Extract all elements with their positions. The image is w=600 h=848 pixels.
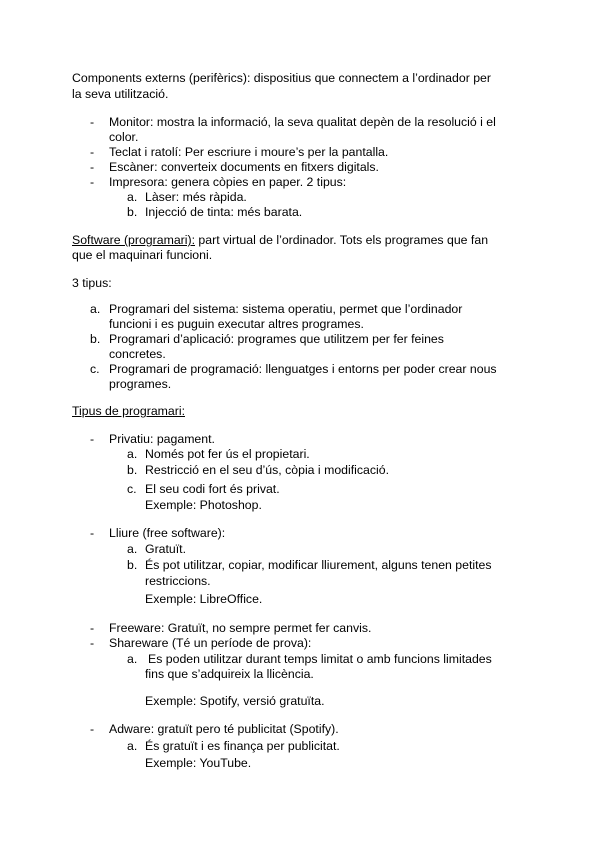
intro-line-2: la seva utilització. — [72, 87, 169, 101]
list-item-keyboard: Teclat i ratolí: Per escriure i moure’s per la pantalla. — [109, 145, 389, 159]
sublist-marker: a. — [127, 190, 138, 204]
list-item-programming-software-cont: programes. — [109, 377, 172, 391]
sublist-item-cont: fins que s’adquireix la llicència. — [145, 667, 314, 681]
list-item-application-software: Programari d’aplicació: programes que utilitzem per fer feines — [109, 332, 444, 346]
example-libreoffice: Exemple: LibreOffice. — [145, 592, 263, 606]
sublist-item-inkjet: Injecció de tinta: més barata. — [145, 205, 303, 219]
sublist-item: El seu codi fort és privat. — [145, 482, 280, 496]
list-marker: - — [90, 526, 95, 540]
sublist-item: Restricció en el seu d’ús, còpia i modificació. — [145, 463, 389, 477]
sublist-item: És gratuït i es finança per publicitat. — [145, 739, 340, 753]
list-item-application-software-cont: concretes. — [109, 347, 166, 361]
list-item-shareware: Shareware (Té un període de prova): — [109, 636, 312, 650]
list-marker: - — [90, 621, 95, 635]
list-marker: - — [90, 145, 95, 159]
list-marker: - — [90, 160, 95, 174]
sublist-item-cont: restriccions. — [145, 574, 211, 588]
list-item-monitor-cont: color. — [109, 130, 139, 144]
list-item-lliure: Lliure (free software): — [109, 526, 226, 540]
software-heading: Software (programari): — [72, 233, 196, 247]
intro-line-1: Components externs (perifèrics): dispositius que connectem a l’ordinador per — [72, 71, 491, 85]
software-definition: part virtual de l’ordinador. Tots els programes que fan — [195, 233, 489, 247]
sublist-item: Gratuït. — [145, 542, 187, 556]
sublist-item: És pot utilitzar, copiar, modificar lliurement, alguns tenen petites — [145, 558, 492, 572]
list-marker: - — [90, 636, 95, 650]
list-item-printer: Impresora: genera còpies en paper. 2 tipus: — [109, 175, 347, 189]
example-youtube: Exemple: YouTube. — [145, 756, 252, 770]
list-item-scanner: Escàner: converteix documents en fitxers digitals. — [109, 160, 379, 174]
sublist-item: Es poden utilitzar durant temps limitat o amb funcions limitades — [148, 652, 492, 666]
list-marker: a. — [90, 302, 101, 316]
list-item-system-software-cont: funcioni i es puguin executar altres programes. — [109, 317, 364, 331]
list-item-adware: Adware: gratuït pero té publicitat (Spotify). — [109, 722, 339, 736]
software-line-1 — [72, 233, 488, 248]
list-marker: - — [90, 115, 95, 129]
sublist-marker: b. — [127, 558, 138, 572]
list-item-system-software: Programari del sistema: sistema operatiu, permet que l’ordinador — [109, 302, 463, 316]
sublist-item-laser: Làser: més ràpida. — [145, 190, 247, 204]
sublist-marker: b. — [127, 205, 138, 219]
list-item-programming-software: Programari de programació: llenguatges i entorns per poder crear nous — [109, 362, 497, 376]
example-spotify: Exemple: Spotify, versió gratuïta. — [145, 694, 325, 708]
sublist-item: Només pot fer ús el propietari. — [145, 447, 310, 461]
list-marker: - — [90, 175, 95, 189]
three-types-label: 3 tipus: — [72, 276, 112, 290]
software-line-2: que el maquinari funcioni. — [72, 248, 213, 262]
list-item-privatiu: Privatiu: pagament. — [109, 432, 215, 446]
sublist-marker: a. — [127, 447, 138, 461]
sublist-marker: a. — [127, 542, 138, 556]
sublist-marker: c. — [127, 482, 137, 496]
sublist-marker: a. — [127, 739, 138, 753]
sublist-marker: b. — [127, 463, 138, 477]
sublist-marker: a. — [127, 652, 138, 666]
list-marker: - — [90, 722, 95, 736]
list-item-monitor: Monitor: mostra la informació, la seva qualitat depèn de la resolució i el — [109, 115, 496, 129]
list-marker: b. — [90, 332, 101, 346]
types-heading: Tipus de programari: — [72, 404, 185, 418]
example-photoshop: Exemple: Photoshop. — [145, 498, 262, 512]
list-marker: c. — [90, 362, 100, 376]
list-item-freeware: Freeware: Gratuït, no sempre permet fer canvis. — [109, 621, 372, 635]
list-marker: - — [90, 432, 95, 446]
